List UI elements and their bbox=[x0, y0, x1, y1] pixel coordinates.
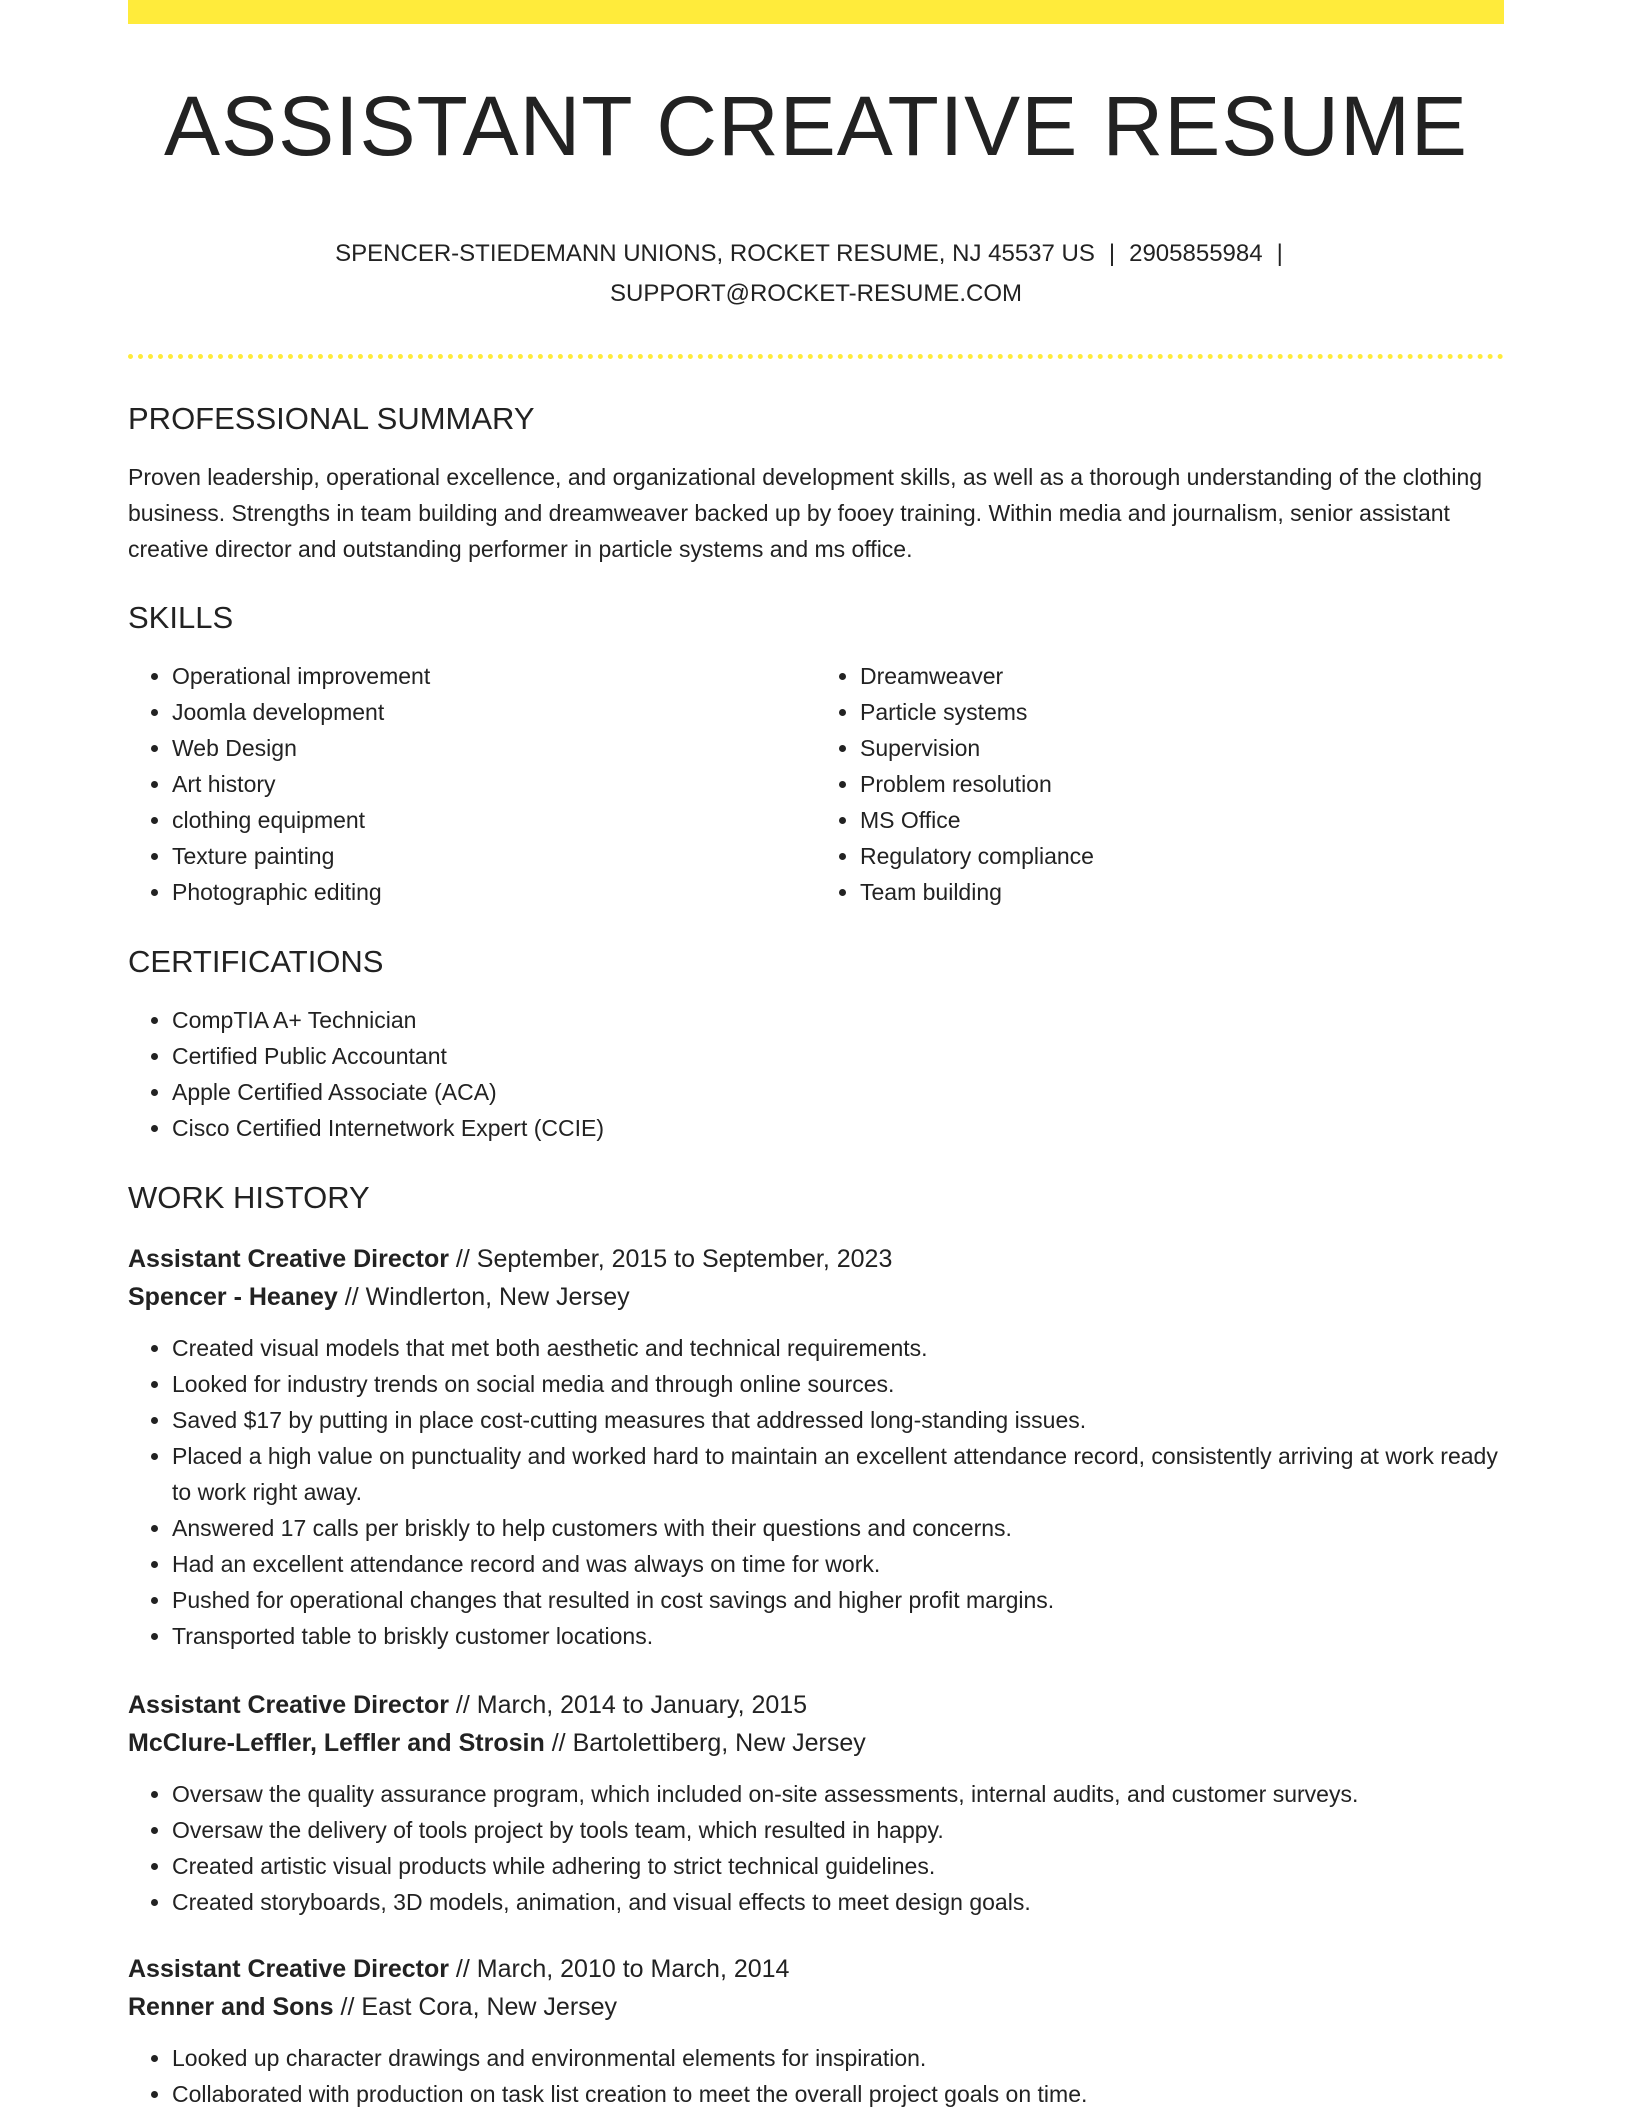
skill-item: • Regulatory compliance bbox=[860, 838, 1504, 874]
skill-item: • MS Office bbox=[860, 802, 1504, 838]
dotted-divider bbox=[128, 354, 1504, 359]
skill-item: • Web Design bbox=[172, 730, 816, 766]
job-bullets bbox=[128, 1330, 1504, 1654]
job-location: East Cora, New Jersey bbox=[361, 1993, 618, 2021]
job-bullet: • Created storyboards, 3D models, animation, and visual effects to meet design goals. bbox=[172, 1884, 1504, 1920]
certifications-heading: CERTIFICATIONS bbox=[128, 944, 384, 979]
job-company: Renner and Sons bbox=[128, 1993, 334, 2021]
skill-item: • Team building bbox=[860, 874, 1504, 910]
skills-left-list bbox=[128, 658, 816, 910]
job-company-line bbox=[128, 1724, 1504, 1762]
job-bullet: • Pushed for operational changes that resulted in cost savings and higher profit margins. bbox=[172, 1582, 1504, 1618]
job-bullet: • Looked for industry trends on social media and through online sources. bbox=[172, 1366, 1504, 1402]
certifications-list bbox=[128, 1002, 1504, 1146]
job-company: Spencer - Heaney bbox=[128, 1283, 338, 1311]
job-bullet: • Answered 17 calls per briskly to help customers with their questions and concerns. bbox=[172, 1510, 1504, 1546]
job-separator: // bbox=[340, 1993, 355, 2021]
job-entry bbox=[128, 1950, 1504, 2112]
work-history-heading: WORK HISTORY bbox=[128, 1180, 370, 1215]
job-dates: March, 2014 to January, 2015 bbox=[476, 1691, 808, 1719]
job-company-line bbox=[128, 1278, 1504, 1316]
top-accent-bar bbox=[128, 0, 1504, 24]
job-title-line bbox=[128, 1950, 1504, 1988]
job-title: Assistant Creative Director bbox=[128, 1245, 449, 1273]
summary-heading: PROFESSIONAL SUMMARY bbox=[128, 401, 535, 436]
job-company: McClure-Leffler, Leffler and Strosin bbox=[128, 1729, 545, 1757]
contact-email: SUPPORT@ROCKET-RESUME.COM bbox=[610, 280, 1022, 307]
job-separator: // bbox=[455, 1955, 470, 1983]
job-bullet: • Placed a high value on punctuality and worked hard to maintain an excellent attendance record, consistently arriving at work ready to work right away. bbox=[172, 1438, 1504, 1510]
job-company-line bbox=[128, 1988, 1504, 2026]
skill-item: • Photographic editing bbox=[172, 874, 816, 910]
job-location: Windlerton, New Jersey bbox=[365, 1283, 630, 1311]
contact-phone: 2905855984 bbox=[1129, 240, 1263, 267]
job-bullet: • Collaborated with production on task list creation to meet the overall project goals on time. bbox=[172, 2076, 1504, 2112]
job-entry bbox=[128, 1686, 1504, 1920]
resume-title: ASSISTANT CREATIVE RESUME bbox=[164, 79, 1468, 173]
job-location: Bartolettiberg, New Jersey bbox=[572, 1729, 866, 1757]
contact-info bbox=[128, 234, 1504, 314]
job-separator: // bbox=[344, 1283, 359, 1311]
job-bullet: • Looked up character drawings and environmental elements for inspiration. bbox=[172, 2040, 1504, 2076]
contact-separator: | bbox=[1108, 240, 1116, 267]
job-bullets bbox=[128, 2040, 1504, 2112]
certification-item: • CompTIA A+ Technician bbox=[172, 1002, 1504, 1038]
skill-item: • Texture painting bbox=[172, 838, 816, 874]
skill-item: • Particle systems bbox=[860, 694, 1504, 730]
resume-page bbox=[128, 0, 1504, 2112]
job-bullet: • Had an excellent attendance record and was always on time for work. bbox=[172, 1546, 1504, 1582]
certification-item: • Apple Certified Associate (ACA) bbox=[172, 1074, 1504, 1110]
skill-item: • Art history bbox=[172, 766, 816, 802]
skill-item: • Operational improvement bbox=[172, 658, 816, 694]
job-title-line bbox=[128, 1686, 1504, 1724]
job-entry bbox=[128, 1240, 1504, 1654]
skill-item: • Dreamweaver bbox=[860, 658, 1504, 694]
skill-item: • Problem resolution bbox=[860, 766, 1504, 802]
job-separator: // bbox=[455, 1691, 470, 1719]
contact-separator: | bbox=[1276, 240, 1283, 267]
job-bullet: • Oversaw the delivery of tools project by tools team, which resulted in happy. bbox=[172, 1812, 1504, 1848]
skills-heading: SKILLS bbox=[128, 600, 234, 635]
job-separator: // bbox=[455, 1245, 470, 1273]
certification-item: • Cisco Certified Internetwork Expert (CCIE) bbox=[172, 1110, 1504, 1146]
certification-item: • Certified Public Accountant bbox=[172, 1038, 1504, 1074]
job-title-line bbox=[128, 1240, 1504, 1278]
job-bullet: • Created artistic visual products while adhering to strict technical guidelines. bbox=[172, 1848, 1504, 1884]
job-bullets bbox=[128, 1776, 1504, 1920]
skills-columns bbox=[128, 658, 1504, 910]
contact-address: SPENCER-STIEDEMANN UNIONS, ROCKET RESUME, NJ 45537 US bbox=[335, 240, 1095, 267]
job-bullet: • Oversaw the quality assurance program, which included on-site assessments, internal audits, and customer surveys. bbox=[172, 1776, 1504, 1812]
skill-item: • Supervision bbox=[860, 730, 1504, 766]
skills-right-list bbox=[816, 658, 1504, 910]
summary-text: Proven leadership, operational excellence, and organizational development skills, as well as a thorough understanding of the clothing business. Strengths in team building and dreamweaver backed up by fooey training. Within media and journalism, senior assistant creative director and outstanding performer in particle systems and ms office. bbox=[128, 464, 1483, 562]
job-dates: March, 2010 to March, 2014 bbox=[476, 1955, 790, 1983]
job-separator: // bbox=[551, 1729, 566, 1757]
job-bullet: • Transported table to briskly customer locations. bbox=[172, 1618, 1504, 1654]
job-dates: September, 2015 to September, 2023 bbox=[476, 1245, 893, 1273]
job-bullet: • Created visual models that met both aesthetic and technical requirements. bbox=[172, 1330, 1504, 1366]
job-title: Assistant Creative Director bbox=[128, 1955, 449, 1983]
skill-item: • clothing equipment bbox=[172, 802, 816, 838]
job-title: Assistant Creative Director bbox=[128, 1691, 449, 1719]
job-bullet: • Saved $17 by putting in place cost-cutting measures that addressed long-standing issues. bbox=[172, 1402, 1504, 1438]
skill-item: • Joomla development bbox=[172, 694, 816, 730]
